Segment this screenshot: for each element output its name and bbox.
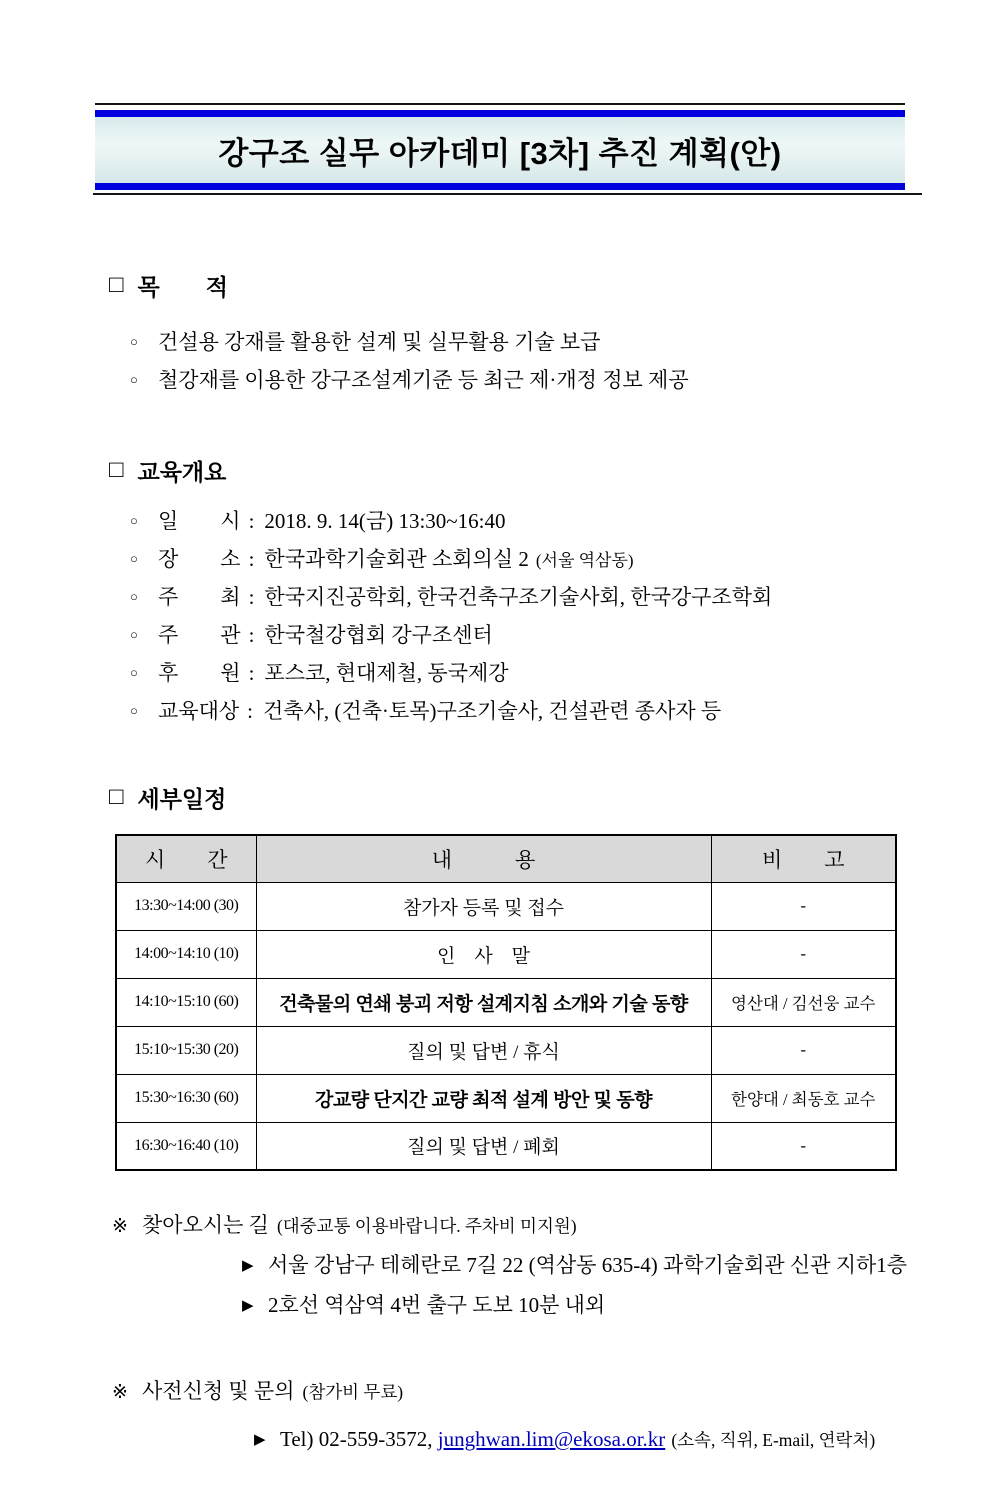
contact-row [254, 1427, 992, 1467]
overview-value: 포스코, 현대제철, 동국제강 [264, 661, 509, 685]
time-cell: 13:30~14:00 (30) [116, 882, 256, 930]
subway-text: 2호선 역삼역 4번 출구 도보 10분 내외 [268, 1293, 606, 1317]
overview-value: 한국지진공학회, 한국건축구조기술사회, 한국강구조학회 [264, 585, 773, 609]
content-cell: 강교량 단지간 교량 최적 설계 방안 및 동향 [256, 1074, 711, 1122]
circle-bullet-icon: ○ [130, 589, 138, 604]
overview-row-audience [130, 695, 992, 733]
overview-heading [109, 454, 992, 487]
registration-heading [112, 1375, 992, 1405]
schedule-row-lecture-1 [116, 978, 896, 1026]
schedule-header-row [116, 835, 896, 882]
overview-label: 주 최 [158, 585, 241, 609]
content-cell: 질의 및 답변 / 휴식 [256, 1026, 711, 1074]
content-cell: 건축물의 연쇄 붕괴 저항 설계지침 소개와 기술 동향 [256, 978, 711, 1026]
overview-label: 일 시 [158, 509, 241, 533]
square-bullet-icon: □ [109, 455, 124, 483]
schedule-row-lecture-2 [116, 1074, 896, 1122]
overview-value: 한국철강협회 강구조센터 [264, 623, 493, 647]
overview-list [0, 505, 992, 733]
directions-heading-label: 찾아오시는 길 [142, 1213, 269, 1237]
registration-heading-label: 사전신청 및 문의 [142, 1379, 295, 1403]
remark-cell: - [711, 882, 896, 930]
directions-list [112, 1249, 992, 1329]
directions-block [112, 1209, 992, 1329]
overview-heading-label: 교육개요 [137, 459, 227, 485]
page-title: 강구조 실무 아카데미 [3차] 추진 계획(안) [218, 135, 782, 171]
address-item [242, 1249, 992, 1289]
purpose-item-text: 건설용 강재를 활용한 설계 및 실무활용 기술 보급 [158, 330, 601, 354]
overview-row-sponsors [130, 657, 992, 695]
square-bullet-icon: □ [109, 270, 124, 298]
time-cell: 14:00~14:10 (10) [116, 930, 256, 978]
remark-cell: 영산대 / 김선웅 교수 [711, 978, 896, 1026]
overview-label: 장 소 [158, 547, 241, 571]
content-cell: 인 사 말 [256, 930, 711, 978]
circle-bullet-icon: ○ [130, 551, 138, 566]
subway-item [242, 1289, 992, 1329]
purpose-item [130, 326, 992, 364]
schedule-row [116, 1026, 896, 1074]
banner-top-rule [95, 103, 905, 105]
column-header-content: 내 용 [256, 835, 711, 882]
content-cell: 질의 및 답변 / 폐회 [256, 1122, 711, 1170]
overview-label: 후 원 [158, 661, 241, 685]
banner-bottom-rule [93, 193, 922, 195]
email-link[interactable]: junghwan.lim@ekosa.or.kr [437, 1427, 666, 1451]
overview-note: (서울 역삼동) [535, 551, 634, 570]
time-cell: 16:30~16:40 (10) [116, 1122, 256, 1170]
directions-heading-note: (대중교통 이용바랍니다. 주차비 미지원) [276, 1216, 577, 1236]
circle-bullet-icon: ○ [130, 703, 138, 718]
purpose-heading-label: 목 적 [137, 274, 228, 300]
square-bullet-icon: □ [109, 782, 124, 810]
title-banner [95, 110, 905, 190]
time-cell: 15:10~15:30 (20) [116, 1026, 256, 1074]
registration-heading-note: (참가비 무료) [302, 1382, 404, 1402]
overview-colon: : [247, 699, 253, 723]
time-cell: 14:10~15:10 (60) [116, 978, 256, 1026]
tel-text: Tel) 02-559-3572, [280, 1427, 438, 1451]
overview-value: 한국과학기술회관 소회의실 2 [264, 547, 529, 571]
circle-bullet-icon: ○ [130, 334, 138, 349]
column-header-time: 시 간 [116, 835, 256, 882]
schedule-heading [109, 781, 992, 814]
arrow-bullet-icon: ▶ [242, 1258, 254, 1274]
remark-cell: - [711, 930, 896, 978]
overview-colon: : [248, 623, 255, 647]
overview-colon: : [248, 547, 255, 571]
schedule-row [116, 930, 896, 978]
remark-cell: - [711, 1122, 896, 1170]
overview-label: 교육대상 [158, 699, 240, 723]
circle-bullet-icon: ○ [130, 627, 138, 642]
overview-colon: : [248, 585, 255, 609]
overview-row-venue [130, 543, 992, 581]
contact-fields-note: (소속, 직위, E-mail, 연락처) [671, 1430, 876, 1450]
schedule-heading-label: 세부일정 [137, 786, 227, 812]
overview-value: 2018. 9. 14(금) 13:30~16:40 [264, 509, 506, 533]
arrow-bullet-icon: ▶ [254, 1432, 266, 1448]
time-cell: 15:30~16:30 (60) [116, 1074, 256, 1122]
reference-mark-icon: ※ [112, 1382, 128, 1403]
registration-block [112, 1375, 992, 1467]
overview-row-organizer [130, 619, 992, 657]
overview-colon: : [248, 661, 255, 685]
purpose-item [130, 364, 992, 402]
section-overview [0, 454, 992, 733]
overview-colon: : [248, 509, 255, 533]
schedule-row [116, 1122, 896, 1170]
section-purpose [0, 269, 992, 402]
purpose-heading [109, 269, 992, 302]
circle-bullet-icon: ○ [130, 372, 138, 387]
directions-heading [112, 1209, 992, 1239]
purpose-list [0, 326, 992, 402]
reference-mark-icon: ※ [112, 1216, 128, 1237]
column-header-remark: 비 고 [711, 835, 896, 882]
overview-value: 건축사, (건축·토목)구조기술사, 건설관련 종사자 등 [263, 699, 722, 723]
purpose-item-text: 철강재를 이용한 강구조설계기준 등 최근 제·개정 정보 제공 [158, 368, 689, 392]
overview-label: 주 관 [158, 623, 241, 647]
section-schedule [0, 781, 992, 1171]
address-text: 서울 강남구 테헤란로 7길 22 (역삼동 635-4) 과학기술회관 신관 지하1층 [268, 1253, 908, 1277]
schedule-row [116, 882, 896, 930]
circle-bullet-icon: ○ [130, 513, 138, 528]
arrow-bullet-icon: ▶ [242, 1298, 254, 1314]
schedule-table [115, 834, 897, 1171]
remark-cell: 한양대 / 최동호 교수 [711, 1074, 896, 1122]
overview-row-datetime [130, 505, 992, 543]
circle-bullet-icon: ○ [130, 665, 138, 680]
overview-row-hosts [130, 581, 992, 619]
remark-cell: - [711, 1026, 896, 1074]
content-cell: 참가자 등록 및 접수 [256, 882, 711, 930]
